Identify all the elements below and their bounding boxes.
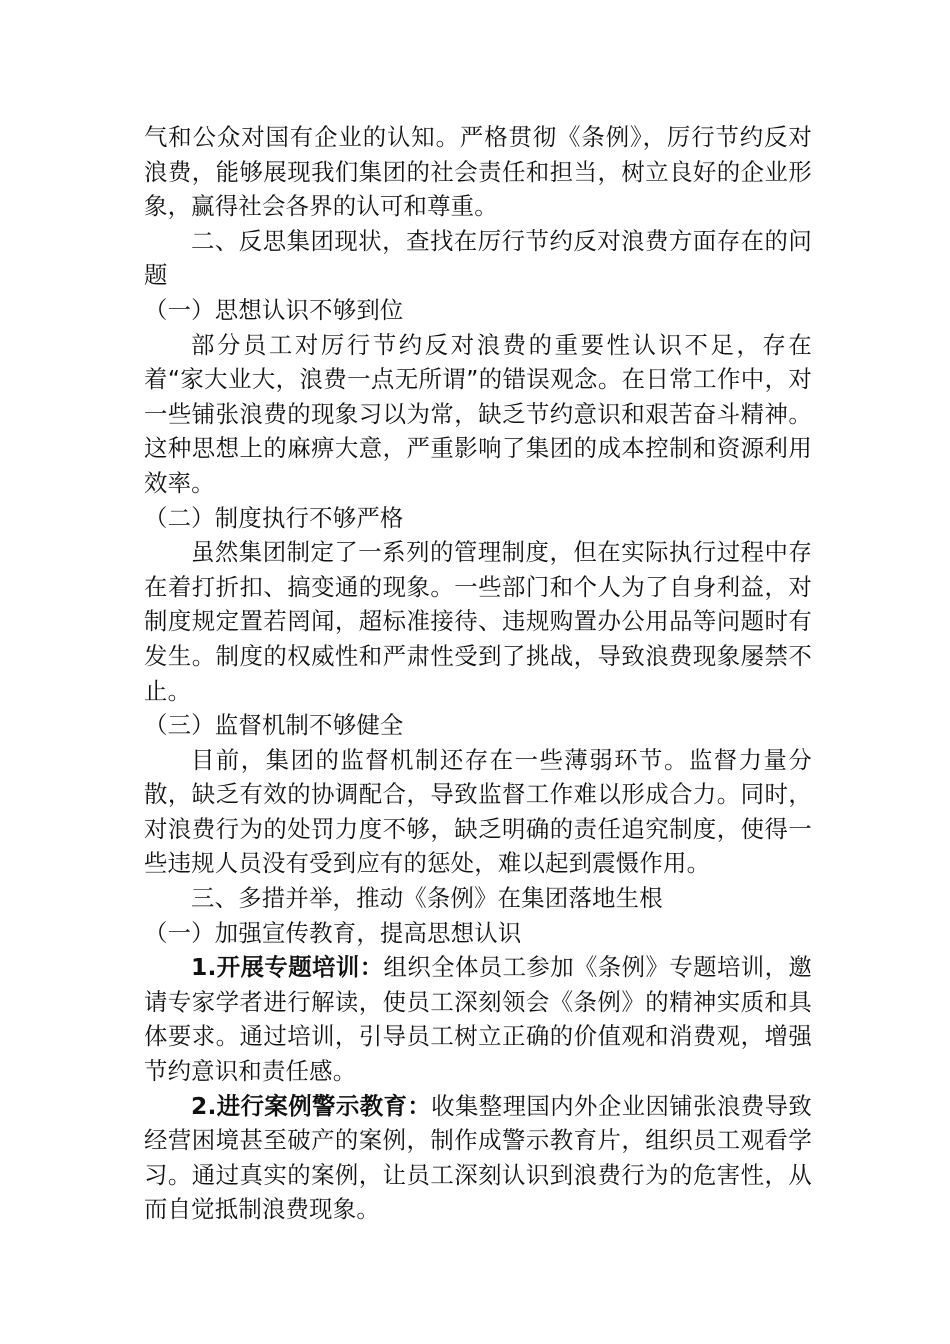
item-2-paragraph — [144, 1089, 812, 1227]
subsection-2-3-heading: （三）监督机制不够健全 — [144, 711, 404, 740]
subsection-3-1-heading: （一）加强宣传教育，提高思想认识 — [144, 918, 522, 947]
subsection-2-2-heading: （二）制度执行不够严格 — [144, 503, 404, 532]
subsection-2-2-paragraph: 虽然集团制定了一系列的管理制度，但在实际执行过程中存在着打折扣、搞变通的现象。一些部门和个人为了自身利益，对制度规定置若罔闻，超标准接待、违规购置办公用品等问题时有发生。制度的权威性和严肃性受到了挑战，导致浪费现象屡禁不止。 — [144, 538, 812, 705]
item-1-text: 组织全体员工参加《条例》专题培训，邀请专家学者进行解读，使员工深刻领会《条例》的精神实质和具体要求。通过培训，引导员工树立正确的价值观和消费观，增强节约意识和责任感。 — [144, 953, 812, 1086]
item-2-title: 2.进行案例警示教育： — [191, 1091, 432, 1120]
item-1-title: 1.开展专题培训： — [191, 953, 384, 982]
subsection-2-1-heading: （一）思想认识不够到位 — [144, 295, 404, 324]
section-2-heading: 二、反思集团现状，查找在厉行节约反对浪费方面存在的问题 — [144, 226, 812, 290]
subsection-2-3-paragraph: 目前，集团的监督机制还存在一些薄弱环节。监督力量分散，缺乏有效的协调配合，导致监督工作难以形成合力。同时，对浪费行为的处罚力度不够，缺乏明确的责任追究制度，使得一些违规人员没有受到应有的惩处，难以起到震慑作用。 — [144, 745, 812, 878]
document-body — [144, 120, 812, 1227]
section-3-heading: 三、多措并举，推动《条例》在集团落地生根 — [191, 884, 663, 913]
intro-continuation-paragraph: 气和公众对国有企业的认知。严格贯彻《条例》，厉行节约反对浪费，能够展现我们集团的社会责任和担当，树立良好的企业形象，赢得社会各界的认可和尊重。 — [144, 123, 812, 221]
item-1-paragraph — [144, 950, 812, 1088]
subsection-2-1-paragraph: 部分员工对厉行节约反对浪费的重要性认识不足，存在着“家大业大，浪费一点无所谓”的错误观念。在日常工作中，对一些铺张浪费的现象习以为常，缺乏节约意识和艰苦奋斗精神。这种思想上的麻痹大意，严重影响了集团的成本控制和资源利用效率。 — [144, 330, 812, 497]
item-2-text: 收集整理国内外企业因铺张浪费导致经营困境甚至破产的案例，制作成警示教育片，组织员工观看学习。通过真实的案例，让员工深刻认识到浪费行为的危害性，从而自觉抵制浪费现象。 — [144, 1091, 812, 1224]
